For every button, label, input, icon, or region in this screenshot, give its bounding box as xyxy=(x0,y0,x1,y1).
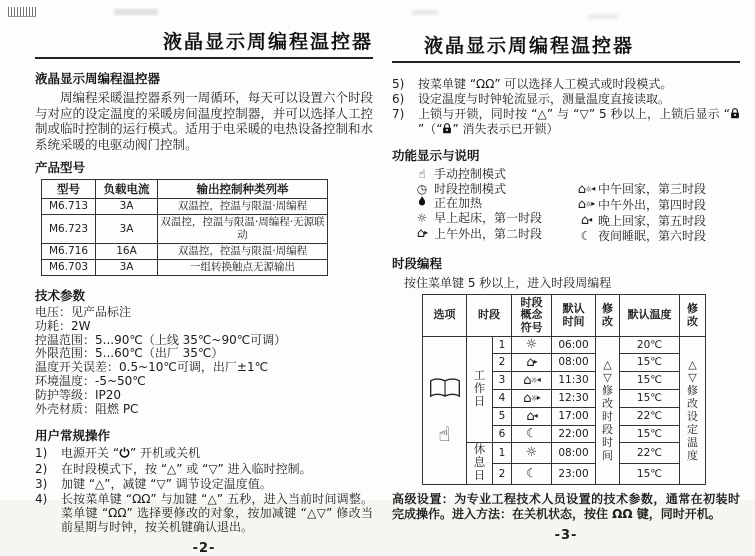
user-operations-heading: 用户常规操作 xyxy=(35,428,111,444)
operation-text xyxy=(61,446,373,460)
operation-list xyxy=(392,77,740,136)
col-header-default-time: 默认时间 xyxy=(552,294,596,337)
cell-model: M6.716 xyxy=(42,244,96,260)
advanced-settings-label: 高级设置： xyxy=(392,492,455,507)
function-label: 上午外出，第二时段 xyxy=(434,226,543,241)
function-item xyxy=(410,196,574,211)
operation-text: 在时段模式下，按 “△” 或 “▽” 进入临时控制。 xyxy=(61,461,312,476)
operation-item xyxy=(392,77,740,91)
page-3 xyxy=(392,34,740,543)
house-out-icon: ⌂▸ xyxy=(512,354,552,372)
page-title: 液晶显示周编程温控器 xyxy=(424,35,635,57)
cell-output: 双温控，控温与限温·周编程 xyxy=(158,199,328,215)
table-row xyxy=(42,244,328,260)
cell-model: M6.723 xyxy=(42,215,96,244)
table-row xyxy=(42,260,328,276)
modify-time-cell: △▽修改时段时间 xyxy=(596,337,620,485)
function-label: 中午回家，第三时段 xyxy=(598,182,707,197)
item-number: 4) xyxy=(35,491,48,506)
default-time: 12:30 xyxy=(552,390,596,408)
cell-output: 双温控，控温与限温·周编程 xyxy=(158,244,328,260)
function-item xyxy=(574,197,740,213)
page-number: -3- xyxy=(554,528,578,544)
default-temp: 22℃ xyxy=(620,443,680,464)
col-header-load-current: 负载电流 xyxy=(96,180,158,199)
function-label: 时段控制模式 xyxy=(434,181,507,196)
function-item xyxy=(410,226,574,242)
default-time: 08:00 xyxy=(552,443,596,464)
spec-line: 电压：见产品标注 xyxy=(35,305,132,319)
default-time: 06:00 xyxy=(552,337,596,354)
schedule-table xyxy=(422,294,706,486)
text-segment: 上锁与开锁，同时按 “△” 与 “▽” 5 秒以上，上锁后显示 “ xyxy=(418,107,730,122)
default-temp: 20℃ xyxy=(620,337,680,354)
function-item xyxy=(574,213,740,229)
hand-icon: ☝ xyxy=(418,166,426,181)
default-time: 11:30 xyxy=(552,372,596,390)
advanced-settings-text: 为专业工程技术人员设置的技术参数，通常在初装时完成操作。进入方法：在关机状态，按住 ΩΩ 键，同时开机。 xyxy=(392,492,740,522)
moon-icon: ☾ xyxy=(512,426,552,443)
product-model-table xyxy=(41,179,328,276)
function-item xyxy=(574,182,740,198)
spec-line: 防护等级：IP20 xyxy=(35,387,122,402)
operation-text: 加键 “△”，减键 “▽” 调节设定温度值。 xyxy=(61,476,272,491)
clock-icon: ◷ xyxy=(416,181,428,196)
cell-current: 3A xyxy=(96,215,158,244)
scan-artifact-smudge xyxy=(412,10,438,15)
spec-line: 环境温度：-5~50℃ xyxy=(35,373,146,388)
default-time: 17:00 xyxy=(552,408,596,426)
spec-line: 外壳材质：阻燃 PC xyxy=(35,401,139,416)
function-item xyxy=(574,229,740,244)
cell-output: 双温控，控温与限温·周编程·无源联动 xyxy=(158,215,328,244)
function-legend xyxy=(392,167,740,244)
title-underline xyxy=(35,57,373,59)
operation-item xyxy=(35,446,373,460)
operation-item xyxy=(35,462,373,476)
intro-heading: 液晶显示周编程温控器 xyxy=(35,71,161,86)
function-item xyxy=(410,182,574,197)
period-number: 2 xyxy=(493,464,512,485)
operation-text: 按菜单键 “ΩΩ” 可以选择人工模式或时段模式。 xyxy=(418,77,673,91)
sun-icon: ☼ xyxy=(512,337,552,354)
period-number: 1 xyxy=(493,337,512,354)
function-label: 中午外出，第四时段 xyxy=(598,197,707,212)
pointer-hand-icon: ☝ xyxy=(438,421,451,446)
default-time: 08:00 xyxy=(552,354,596,372)
period-number: 3 xyxy=(493,372,512,390)
default-temp: 15℃ xyxy=(620,354,680,372)
col-header-modify-temp: 修改 xyxy=(680,294,706,337)
item-number: 1) xyxy=(35,446,48,461)
option-icons-cell xyxy=(423,337,467,485)
item-number: 6) xyxy=(392,92,405,107)
text-segment: ”（“ xyxy=(418,121,443,136)
scan-artifact-smudge xyxy=(588,14,618,19)
cell-current: 16A xyxy=(96,244,158,260)
cell-current: 3A xyxy=(96,199,158,215)
col-header-modify-time: 修改 xyxy=(596,294,620,337)
function-legend-left xyxy=(392,167,574,244)
spec-line: 功耗：2W xyxy=(35,318,91,333)
default-time: 23:00 xyxy=(552,464,596,485)
house-sun-out-icon: ⌂☼▸ xyxy=(512,390,552,408)
table-row xyxy=(42,215,328,244)
function-legend-right xyxy=(574,182,740,244)
sun-icon: ☼ xyxy=(512,443,552,464)
text-segment: ” 消失表示已开锁） xyxy=(452,121,559,136)
item-number: 5) xyxy=(392,77,405,91)
period-number: 1 xyxy=(493,443,512,464)
page-2 xyxy=(35,30,373,556)
open-book-icon xyxy=(428,378,462,399)
house-sun-return-icon: ⌂☼◂ xyxy=(512,372,552,390)
house-return-icon: ⌂◂ xyxy=(512,408,552,426)
house-return-icon: ⌂◂ xyxy=(580,213,592,229)
function-display-heading: 功能显示与说明 xyxy=(392,147,480,163)
function-label: 早上起床，第一时段 xyxy=(434,211,543,226)
function-label: 手动控制模式 xyxy=(434,166,507,181)
power-icon xyxy=(119,447,130,458)
schedule-heading: 时段编程 xyxy=(392,255,443,271)
function-label: 晚上回家，第五时段 xyxy=(598,213,707,228)
operation-item xyxy=(392,107,740,135)
cell-model: M6.703 xyxy=(42,260,96,276)
default-temp: 22℃ xyxy=(620,408,680,426)
col-header-period: 时段 xyxy=(467,294,512,337)
function-item xyxy=(410,167,574,182)
workday-cell: 工作日 xyxy=(467,337,493,443)
flame-icon xyxy=(410,196,434,211)
lock-icon xyxy=(442,123,452,134)
function-label: 正在加热 xyxy=(434,196,483,211)
schedule-row xyxy=(423,337,706,354)
function-label: 夜间睡眠，第六时段 xyxy=(598,229,707,243)
item-number: 2) xyxy=(35,461,48,476)
scan-artifact-smudge xyxy=(114,9,158,15)
default-temp: 15℃ xyxy=(620,390,680,408)
scan-artifact-barcode xyxy=(8,7,36,17)
modify-temp-cell: △▽修改设定温度 xyxy=(680,337,706,485)
function-item xyxy=(410,211,574,226)
spec-line: 温度开关误差：0.5~10℃可调，出厂±1℃ xyxy=(35,360,269,375)
schedule-header-row xyxy=(423,294,706,337)
house-sun-return-icon: ⌂☼◂ xyxy=(577,181,595,197)
operation-text xyxy=(418,107,740,135)
intro-paragraph: 周编程采暖温控器系列一周循环，每天可以设置六个时段与对应的设定温度的采暖房间温度控制器，并可以选择人工控制或临时控制的运行模式。适用于电采暖的电热设备控制和水系统采暖的电驱动阀门控制。 xyxy=(35,90,373,152)
cell-current: 3A xyxy=(96,260,158,276)
period-number: 6 xyxy=(493,426,512,443)
operation-list xyxy=(35,446,373,534)
default-temp: 15℃ xyxy=(620,464,680,485)
product-models-heading: 产品型号 xyxy=(35,160,86,175)
page-number: -2- xyxy=(192,540,216,556)
lock-icon xyxy=(730,108,740,119)
title-underline xyxy=(392,61,740,63)
moon-icon: ☾ xyxy=(580,229,592,243)
col-header-output-type: 输出控制种类列举 xyxy=(158,180,328,199)
table-header-row xyxy=(42,180,328,199)
col-header-symbol: 时段概念符号 xyxy=(512,294,552,337)
cell-model: M6.713 xyxy=(42,199,96,215)
cell-output: 一组转换触点无源输出 xyxy=(158,260,328,276)
spec-line: 控温范围：5...90℃（上线 35℃~90℃可调） xyxy=(35,332,287,347)
operation-item xyxy=(35,477,373,491)
sun-icon: ☼ xyxy=(416,211,428,226)
operation-text: 长按菜单键 “ΩΩ” 与加键 “△” 五秒，进入当前时间调整。菜单键 “ΩΩ” 选择要修改的对象，按加减键 “△▽” 修改当前星期与时钟，按关机键确认退出。 xyxy=(61,491,373,535)
house-sun-out-icon: ⌂☼▸ xyxy=(577,197,595,213)
page-title: 液晶显示周编程温控器 xyxy=(162,31,373,53)
item-number: 7) xyxy=(392,107,405,122)
house-out-icon: ⌂▸ xyxy=(416,226,428,241)
default-time: 22:00 xyxy=(552,426,596,443)
operation-text: 设定温度与时钟轮流显示，测量温度直接读取。 xyxy=(418,92,671,107)
col-header-default-temp: 默认温度 xyxy=(620,294,680,337)
spec-line: 外限范围：5...60℃（出厂 35℃） xyxy=(35,346,224,361)
col-header-model: 型号 xyxy=(42,180,96,199)
moon-icon: ☾ xyxy=(512,464,552,485)
text-segment: 电源开关 “ xyxy=(61,446,120,461)
item-number: 3) xyxy=(35,476,48,491)
advanced-settings-paragraph xyxy=(392,492,740,522)
period-number: 4 xyxy=(493,390,512,408)
period-number: 2 xyxy=(493,354,512,372)
default-temp: 15℃ xyxy=(620,372,680,390)
default-temp: 15℃ xyxy=(620,426,680,443)
col-header-option: 选项 xyxy=(423,294,467,337)
restday-cell: 休息日 xyxy=(467,443,493,485)
operation-item xyxy=(392,92,740,106)
schedule-note: 按住菜单键 5 秒以上，进入时段周编程 xyxy=(404,275,612,290)
text-segment: ” 开机或关机 xyxy=(130,446,201,461)
operation-item xyxy=(35,492,373,535)
table-row xyxy=(42,199,328,215)
period-number: 5 xyxy=(493,408,512,426)
specs-heading: 技术参数 xyxy=(35,288,86,303)
